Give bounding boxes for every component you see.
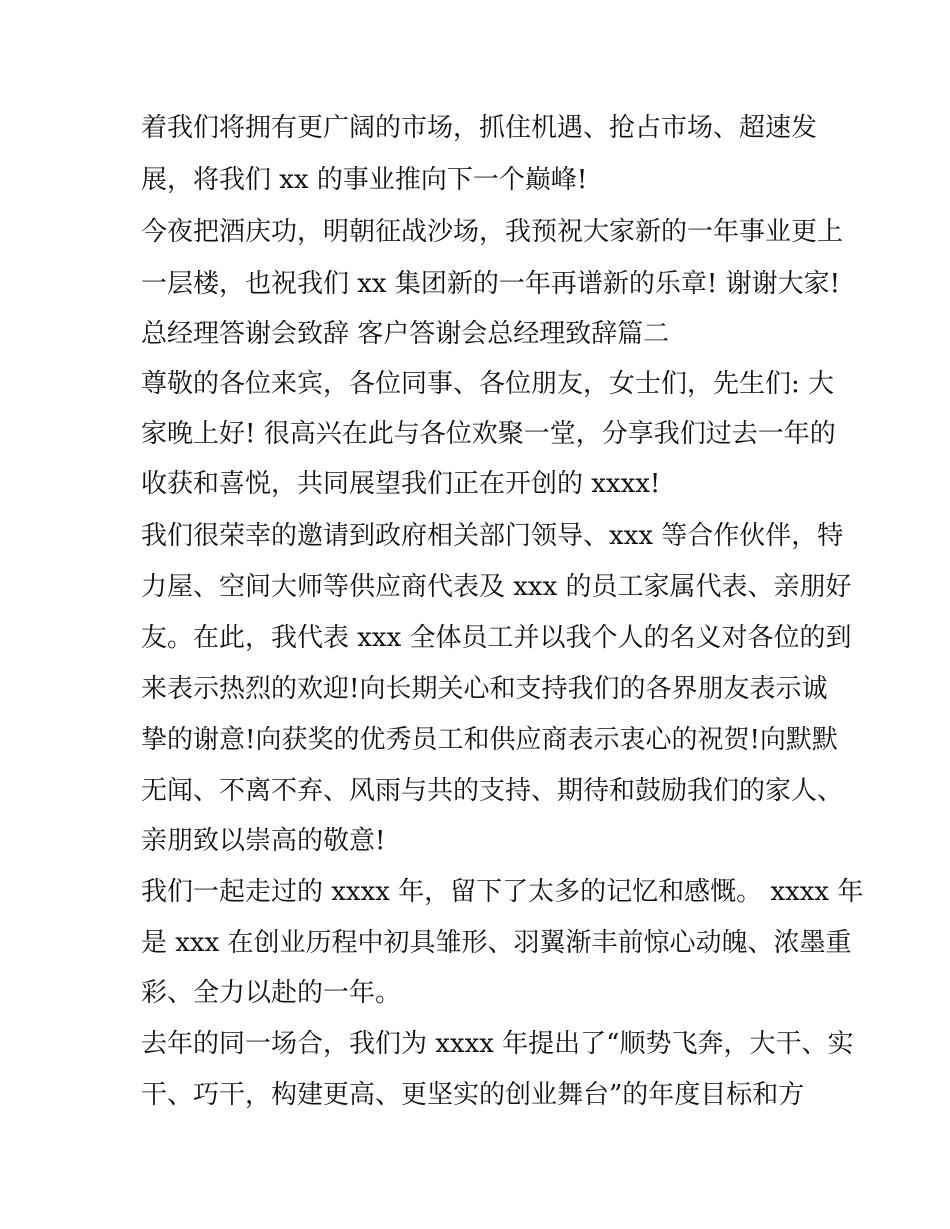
text-line: 去年的同一场合，我们为 xxxx 年提出了“顺势飞奔，大干、实	[141, 1029, 854, 1059]
text-line: 来表示热烈的欢迎!向长期关心和支持我们的各界朋友表示诚	[141, 674, 828, 704]
text-line: 是 xxx 在创业历程中初具雏形、羽翼渐丰前惊心动魄、浓墨重	[141, 928, 852, 958]
text-line: 展，将我们 xx 的事业推向下一个巅峰!	[141, 165, 588, 195]
text-line: 着我们将拥有更广阔的市场，抓住机遇、抢占市场、超速发	[141, 113, 818, 143]
text-line: 尊敬的各位来宾，各位同事、各位朋友，女士们，先生们: 大	[141, 369, 835, 399]
text-line: 挚的谢意!向获奖的优秀员工和供应商表示衷心的祝贺!向默默	[141, 725, 838, 755]
text-line: 家晚上好! 很高兴在此与各位欢聚一堂，分享我们过去一年的	[141, 419, 836, 449]
text-line: 无闻、不离不弃、风雨与共的支持、期待和鼓励我们的家人、	[141, 776, 844, 806]
text-line: 彩、全力以赴的一年。	[141, 978, 402, 1008]
text-line: 友。在此，我代表 xxx 全体员工并以我个人的名义对各位的到	[141, 623, 852, 653]
text-line: 我们很荣幸的邀请到政府相关部门领导、xxx 等合作伙伴，特	[141, 521, 844, 551]
text-line: 我们一起走过的 xxxx 年，留下了太多的记忆和感慨。 xxxx 年	[141, 877, 864, 907]
text-line: 今夜把酒庆功，明朝征战沙场，我预祝大家新的一年事业更上	[141, 217, 844, 247]
text-line: 力屋、空间大师等供应商代表及 xxx 的员工家属代表、亲朋好	[141, 572, 852, 602]
text-line: 收获和喜悦，共同展望我们正在开创的 xxxx!	[141, 469, 661, 499]
text-line: 干、巧干，构建更高、更坚实的创业舞台”的年度目标和方	[141, 1080, 805, 1110]
text-line: 亲朋致以崇高的敬意!	[141, 826, 386, 856]
text-line: 一层楼，也祝我们 xx 集团新的一年再谱新的乐章! 谢谢大家!	[141, 269, 841, 299]
section-heading: 总经理答谢会致辞 客户答谢会总经理致辞篇二	[141, 319, 670, 349]
